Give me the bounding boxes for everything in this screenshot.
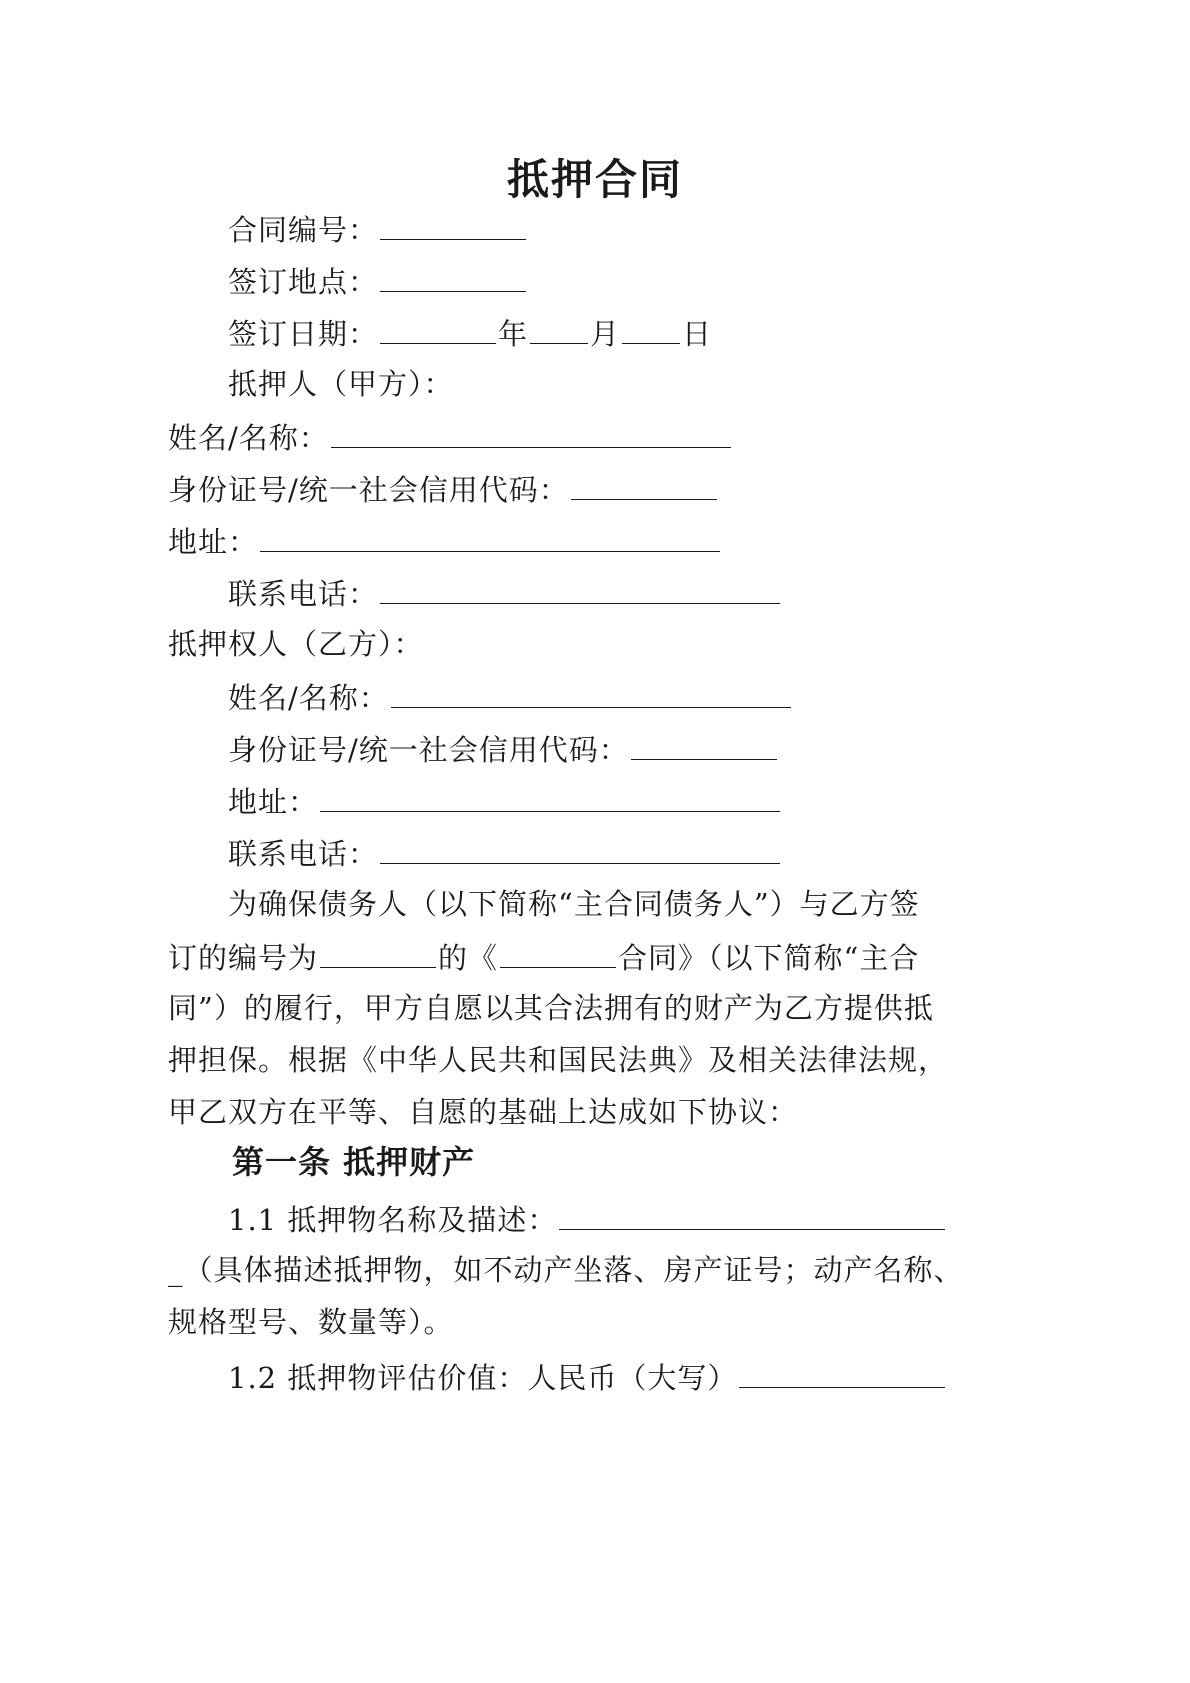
preamble-line-2-a: 订的编号为 (168, 941, 319, 975)
item-1-1-cont-text: （具体描述抵押物，如不动产坐落、房产证号；动产名称、 (183, 1253, 964, 1287)
contract-number-label: 合同编号： (228, 213, 379, 247)
preamble-line-2-c: 合同》（以下简称“主合 (618, 941, 920, 975)
party-b-phone-label: 联系电话： (228, 837, 379, 871)
party-a-name-row (168, 416, 733, 458)
month-label: 月 (590, 317, 621, 351)
party-b-address-label: 地址： (228, 785, 319, 819)
preamble-line-3: 同”）的履行，甲方自愿以其合法拥有的财产为乙方提供抵 (168, 991, 934, 1025)
item-1-1-row (228, 1198, 947, 1240)
article-1-heading: 第一条 抵押财产 (232, 1143, 476, 1181)
item-1-1-continuation-2: 规格型号、数量等）。 (168, 1305, 454, 1339)
item-1-1-continuation (168, 1250, 964, 1290)
party-a-address-row (168, 520, 722, 562)
party-b-id-label: 身份证号/统一社会信用代码： (228, 733, 629, 767)
party-b-address-row (228, 780, 782, 822)
sign-place-blank[interactable] (380, 260, 526, 292)
party-b-id-row (228, 728, 779, 770)
party-a-address-label: 地址： (168, 525, 259, 559)
party-b-address-blank[interactable] (320, 780, 780, 812)
main-contract-number-blank[interactable] (320, 936, 436, 968)
item-1-2-row (228, 1356, 947, 1398)
party-a-name-blank[interactable] (331, 416, 731, 448)
party-a-phone-row (228, 572, 782, 614)
party-b-id-blank[interactable] (631, 728, 777, 760)
sign-place-label: 签订地点： (228, 265, 379, 299)
sign-date-row (228, 312, 712, 354)
party-a-id-blank[interactable] (571, 468, 717, 500)
party-b-name-label: 姓名/名称： (228, 681, 389, 715)
preamble-line-2 (168, 936, 919, 978)
appraised-value-blank[interactable] (739, 1356, 945, 1388)
collateral-description-blank[interactable] (559, 1198, 945, 1230)
document-title: 抵押合同 (506, 155, 683, 204)
item-1-1-label: 1.1 抵押物名称及描述： (228, 1203, 558, 1237)
party-a-name-label: 姓名/名称： (168, 421, 329, 455)
sign-date-label: 签订日期： (228, 317, 379, 351)
contract-number-blank[interactable] (380, 208, 526, 240)
main-contract-name-blank[interactable] (500, 936, 616, 968)
preamble-line-5: 甲乙双方在平等、自愿的基础上达成如下协议： (168, 1095, 799, 1129)
sign-place-row (228, 260, 528, 302)
item-1-1-cont-lead: _ (168, 1253, 184, 1287)
party-a-address-blank[interactable] (260, 520, 720, 552)
party-b-phone-blank[interactable] (380, 832, 780, 864)
party-a-phone-label: 联系电话： (228, 577, 379, 611)
party-a-id-row (168, 468, 719, 510)
item-1-2-label: 1.2 抵押物评估价值：人民币（大写） (228, 1361, 738, 1395)
party-a-phone-blank[interactable] (380, 572, 780, 604)
party-a-id-label: 身份证号/统一社会信用代码： (168, 473, 569, 507)
sign-day-blank[interactable] (622, 312, 680, 344)
party-b-phone-row (228, 832, 782, 874)
party-b-name-row (228, 676, 793, 718)
party-a-heading: 抵押人（甲方）： (228, 367, 454, 401)
preamble-line-1: 为确保债务人（以下简称“主合同债务人”）与乙方签 (228, 887, 920, 921)
contract-number-row (228, 208, 528, 250)
sign-month-blank[interactable] (530, 312, 588, 344)
sign-year-blank[interactable] (380, 312, 496, 344)
party-b-heading: 抵押权人（乙方）： (168, 627, 424, 661)
day-label: 日 (682, 317, 713, 351)
year-label: 年 (498, 317, 529, 351)
preamble-line-4: 押担保。根据《中华人民共和国民法典》及相关法律法规， (168, 1043, 949, 1077)
party-b-name-blank[interactable] (391, 676, 791, 708)
preamble-line-2-b: 的《 (438, 941, 499, 975)
